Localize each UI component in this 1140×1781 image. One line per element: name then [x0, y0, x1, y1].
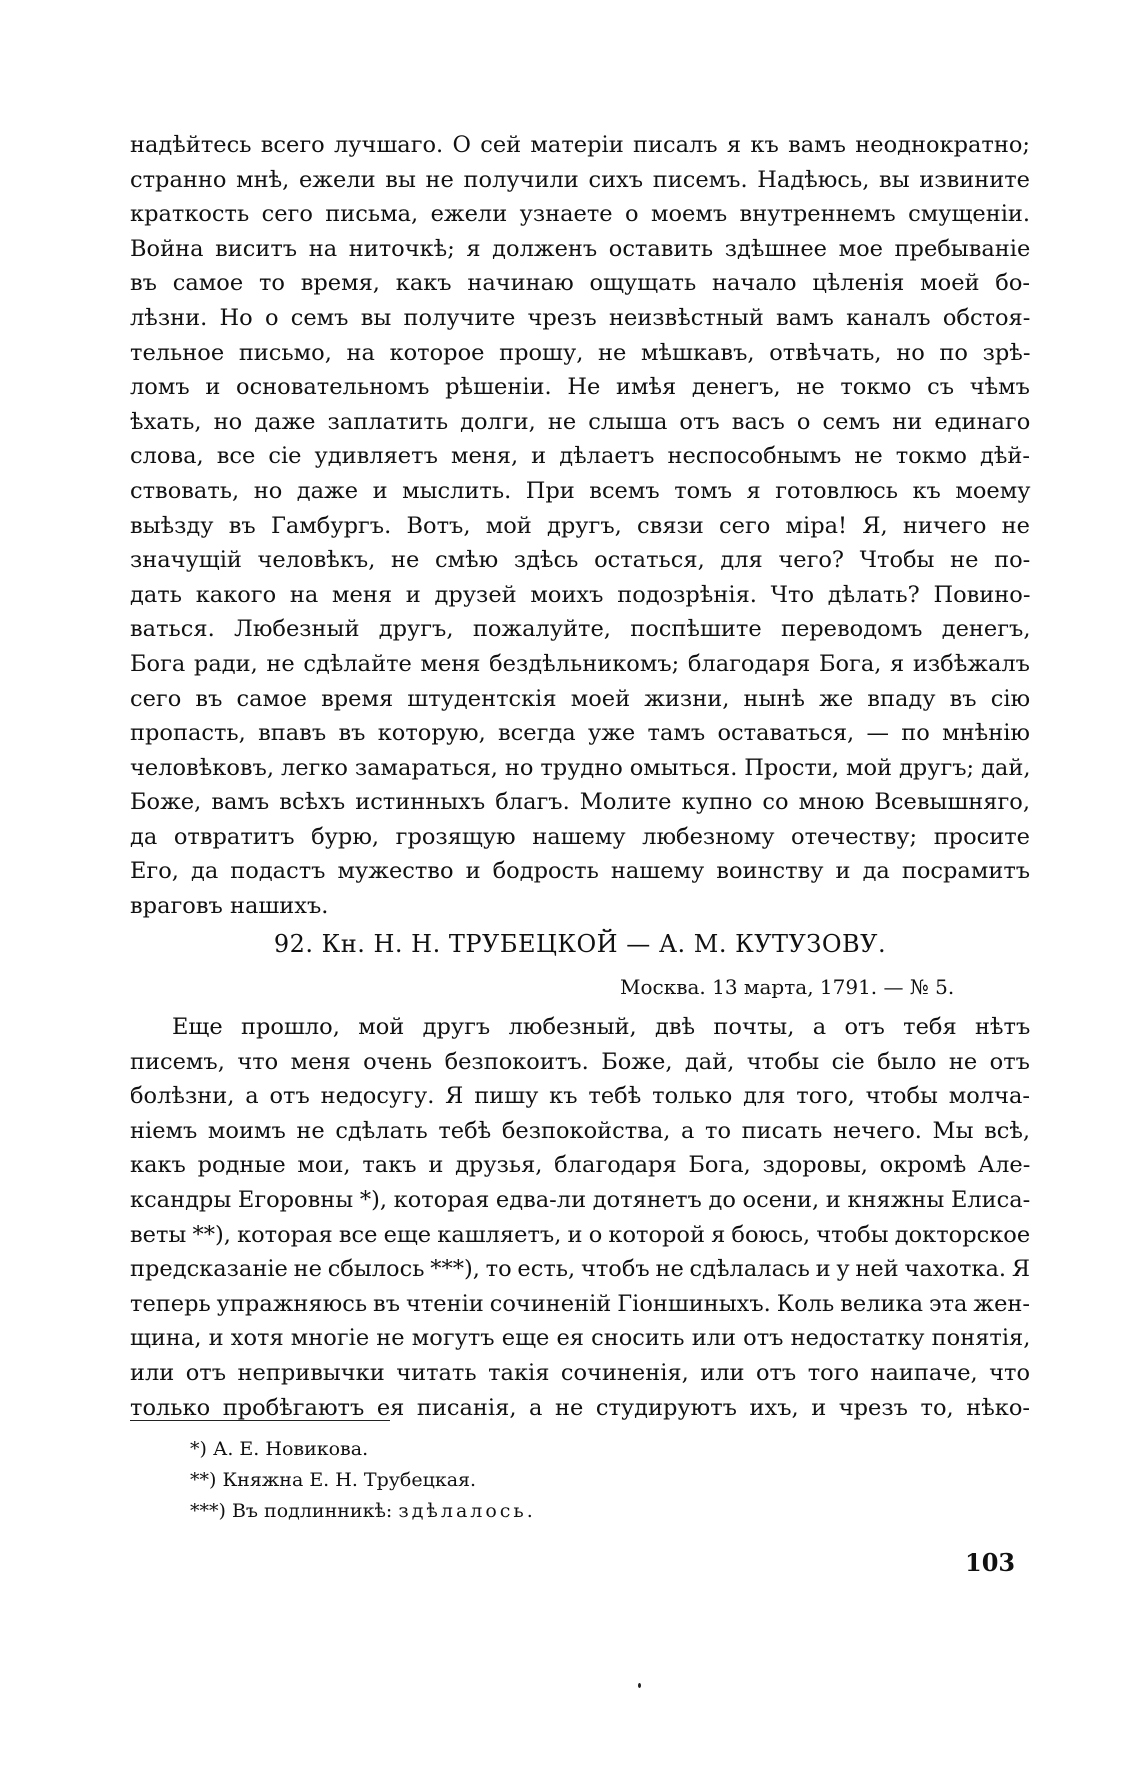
text-line: ѣхать, но даже заплатить долги, не слыша отъ васъ о семъ ни единаго: [130, 408, 1031, 435]
footnote-divider: [130, 1420, 390, 1421]
text-line: странно мнѣ, ежели вы не получили сихъ писемъ. Надѣюсь, вы извините: [130, 166, 1030, 193]
text-line: ломъ и основательномъ рѣшеніи. Не имѣя денегъ, не токмо съ чѣмъ: [130, 374, 1030, 401]
footnote-2: **) Княжна Е. Н. Трубецкая.: [190, 1469, 477, 1491]
text-line: предсказаніе не сбылось ***), то есть, чтобъ не сдѣлалась и у ней чахотка. Я: [130, 1256, 1030, 1283]
print-speck: [638, 1683, 641, 1688]
text-line: веты **), которая все еще кашляетъ, и о которой я боюсь, чтобы докторское: [130, 1221, 1031, 1248]
text-line: Война виситъ на ниточкѣ; я долженъ оставить здѣшнее мое пребываніе: [130, 235, 1031, 262]
letter-heading: 92. Кн. Н. Н. ТРУБЕЦКОЙ — А. М. КУТУЗОВУ.: [273, 930, 887, 958]
text-line: щина, и хотя многіе не могутъ еще ея сносить или отъ недостатку понятія,: [130, 1325, 1031, 1352]
text-line: болѣзни, а отъ недосугу. Я пишу къ тебѣ только для того, чтобы молча-: [130, 1083, 1030, 1110]
footnotes: [190, 1434, 536, 1527]
text-line: ствовать, но даже и мыслить. При всемъ томъ я готовлюсь къ моему: [130, 477, 1031, 504]
text-line: ксандры Егоровны *), которая едва-ли дотянетъ до осени, и княжны Елиса-: [130, 1186, 1031, 1213]
footnote-3-prefix: ***) Въ подлинникѣ:: [190, 1500, 393, 1522]
text-line: Еще прошло, мой другъ любезный, двѣ почты, а отъ тебя нѣтъ: [172, 1014, 1031, 1040]
text-line: да отвратитъ бурю, грозящую нашему любезному отечеству; просите: [130, 823, 1030, 850]
text-line: краткость сего письма, ежели узнаете о моемъ внутреннемъ смущеніи.: [130, 201, 1031, 228]
text-line: надѣйтесь всего лучшаго. О сей матеріи писалъ я къ вамъ неоднократно;: [130, 132, 1030, 158]
text-line: только пробѣгаютъ ея писанія, а не студируютъ ихъ, и чрезъ то, нѣко-: [130, 1394, 1030, 1421]
text-line: пропасть, впавъ въ которую, всегда уже тамъ оставаться, — по мнѣнію: [130, 720, 1030, 747]
text-line: сего въ самое время штудентскія моей жизни, нынѣ же впаду въ сію: [130, 685, 1031, 712]
text-line: враговъ нашихъ.: [130, 893, 329, 920]
text-line: или отъ непривычки читать такія сочиненія, или отъ того наипаче, что: [130, 1359, 1030, 1386]
text-line: ваться. Любезный другъ, пожалуйте, поспѣшите переводомъ денегъ,: [130, 616, 1031, 643]
text-line: теперь упражняюсь въ чтеніи сочиненій Гіоншиныхъ. Коль велика эта жен-: [130, 1290, 1030, 1317]
text-line: выѣзду въ Гамбургъ. Вотъ, мой другъ, связи сего міра! Я, ничего не: [130, 512, 1030, 539]
text-line: человѣковъ, легко замараться, но трудно омыться. Прости, мой другъ; дай,: [130, 754, 1031, 781]
text-line: лѣзни. Но о семъ вы получите чрезъ неизвѣстный вамъ каналъ обстоя-: [130, 304, 1031, 331]
footnote-3-spaced-word: здѣлалось.: [398, 1500, 536, 1522]
footnote-1: *) А. Е. Новикова.: [190, 1438, 369, 1460]
text-line: значущій человѣкъ, не смѣю здѣсь остаться, для чего? Чтобы не по-: [130, 547, 1031, 574]
text-line: слова, все сіе удивляетъ меня, и дѣлаетъ неспособнымъ не токмо дѣй-: [130, 443, 1030, 470]
text-line: въ самое то время, какъ начинаю ощущать начало цѣленія моей бо-: [130, 270, 1030, 297]
text-line: дать какого на меня и друзей моихъ подозрѣнія. Что дѣлать? Повино-: [130, 581, 1031, 608]
text-line: писемъ, что меня очень безпокоитъ. Боже, дай, чтобы сіе было не отъ: [130, 1048, 1030, 1075]
text-line: Его, да подастъ мужество и бодрость нашему воинству и да посрамитъ: [130, 858, 1031, 885]
footnote-3: [190, 1496, 536, 1527]
text-line: какъ родные мои, такъ и друзья, благодаря Бога, здоровы, окромѣ Але-: [130, 1152, 1031, 1179]
text-line: тельное письмо, на которое прошу, не мѣшкавъ, отвѣчать, но по зрѣ-: [130, 339, 1031, 366]
text-line: ніемъ моимъ не сдѣлать тебѣ безпокойства, а то писать нечего. Мы всѣ,: [130, 1117, 1031, 1144]
text-line: Боже, вамъ всѣхъ истинныхъ благъ. Молите купно со мною Всевышняго,: [130, 789, 1030, 816]
page-number: 103: [965, 1548, 1016, 1577]
text-line: Бога ради, не сдѣлайте меня бездѣльникомъ; благодаря Бога, я избѣжалъ: [130, 650, 1030, 677]
letter-body-paragraph: [130, 1010, 1030, 1425]
letter-dateline: Москва. 13 марта, 1791. — № 5.: [620, 975, 955, 999]
letter-continuation-paragraph: [130, 128, 1030, 924]
